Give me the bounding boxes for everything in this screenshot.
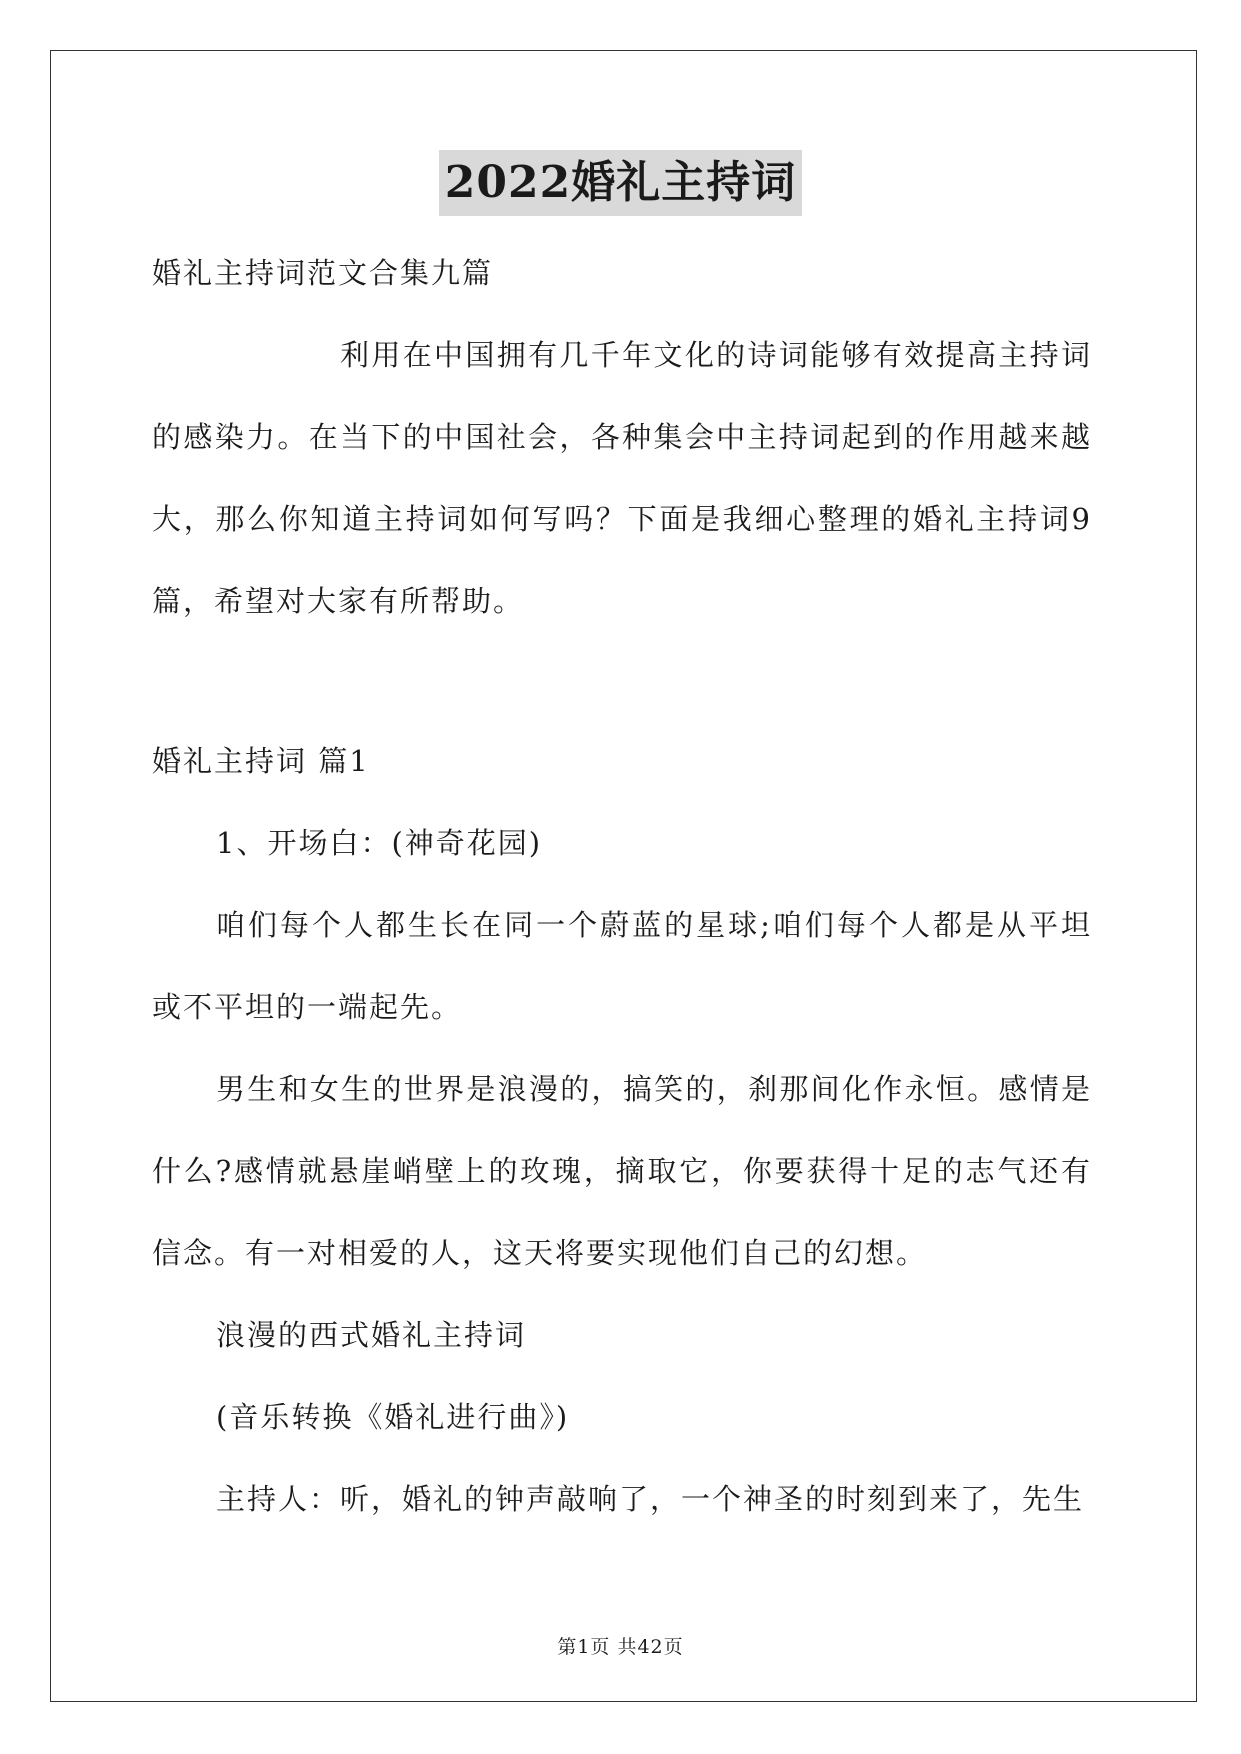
paragraph: (音乐转换《婚礼进行曲》) [216,1400,570,1434]
document-body [152,232,1092,1540]
title-wrap [0,150,1241,216]
paragraph: 主持人：听，婚礼的钟声敲响了，一个神圣的时刻到来了，先生 [216,1482,1085,1516]
intro-paragraph: 利用在中国拥有几千年文化的诗词能够有效提高主持词的感染力。在当下的中国社会，各种集会中主持词起到的作用越来越大，那么你知道主持词如何写吗？下面是我细心整理的婚礼主持词9篇，希望对大家有所帮助。 [152,338,1092,618]
paragraph: 男生和女生的世界是浪漫的，搞笑的，刹那间化作永恒。感情是什么?感情就悬崖峭壁上的玫瑰，摘取它，你要获得十足的志气还有信念。有一对相爱的人，这天将要实现他们自己的幻想。 [152,1072,1092,1270]
section-heading: 婚礼主持词 篇1 [152,744,370,778]
paragraph: 1、开场白：(神奇花园) [216,826,543,860]
document-title: 2022婚礼主持词 [439,150,802,216]
subtitle: 婚礼主持词范文合集九篇 [152,256,494,290]
page-footer: 第1页 共42页 [557,1636,684,1658]
spacer [152,642,1092,720]
paragraph: 浪漫的西式婚礼主持词 [216,1318,527,1352]
paragraph: 咱们每个人都生长在同一个蔚蓝的星球;咱们每个人都是从平坦或不平坦的一端起先。 [152,908,1092,1024]
